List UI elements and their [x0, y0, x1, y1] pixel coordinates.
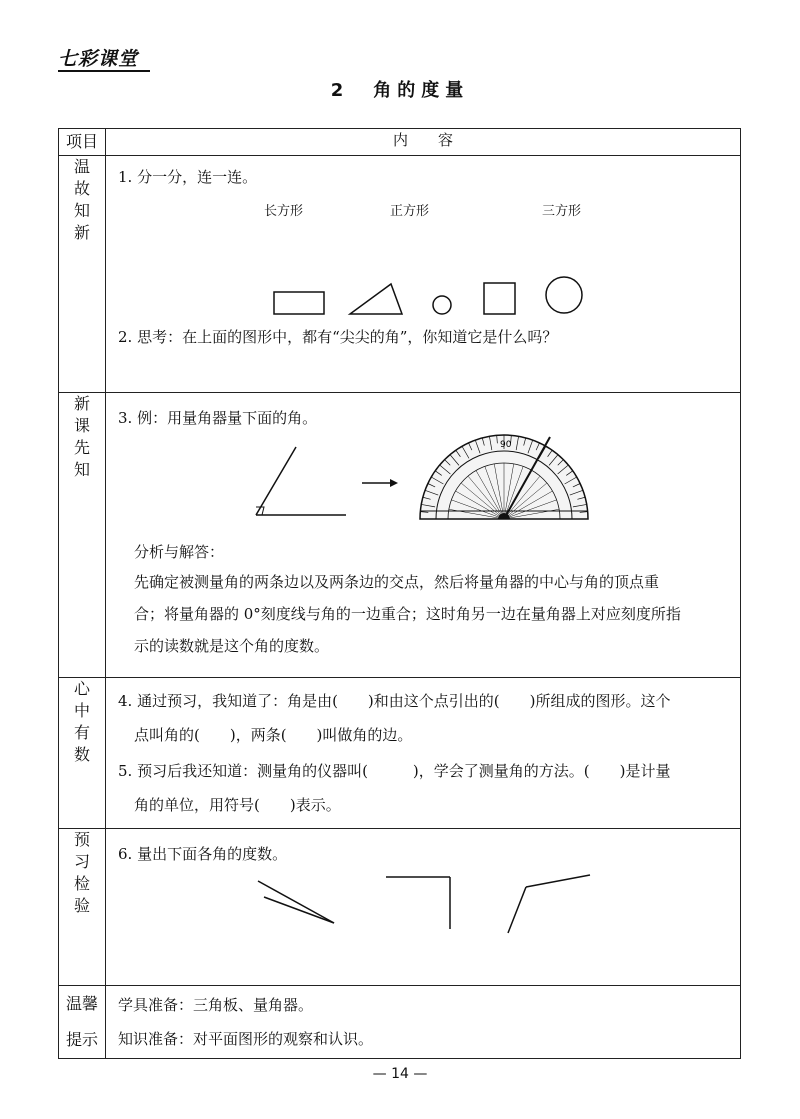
large-circle-shape	[546, 277, 582, 313]
logo-underline	[58, 70, 150, 72]
question-4-line-2: 点叫角的( )，两条( )叫做角的边。	[134, 726, 413, 744]
section-review-content	[106, 156, 741, 393]
section-check	[59, 829, 741, 986]
header-item: 项目	[59, 129, 106, 156]
header-content: 内 容	[106, 129, 741, 156]
section-label-check	[59, 829, 106, 986]
angle-c-arm-2	[508, 887, 526, 933]
section-label-new	[59, 393, 106, 678]
arrow-head	[390, 479, 398, 487]
question-1: 1. 分一分，连一连。	[118, 168, 258, 186]
tip-line-2: 知识准备：对平面图形的观察和认识。	[118, 1030, 374, 1048]
angles-to-measure-figure	[106, 829, 742, 985]
section-review-label-text: 温故知新	[73, 157, 90, 242]
angle-arm-slanted	[256, 447, 296, 515]
shape-label-triangle: 三方形	[542, 204, 582, 219]
page-title: 2 角的度量	[330, 80, 470, 101]
shape-label-square: 正方形	[390, 204, 430, 219]
section-new-content	[106, 393, 741, 678]
square-shape	[484, 283, 515, 314]
section-mind-content	[106, 678, 741, 829]
worksheet-table	[58, 128, 741, 1059]
question-3: 3. 例：用量角器量下面的角。	[118, 409, 318, 427]
section-label-tips	[59, 986, 106, 1059]
analysis-title: 分析与解答：	[134, 543, 225, 561]
section-tips	[59, 986, 741, 1059]
protractor-label-90: 90	[500, 440, 512, 450]
small-circle-shape	[433, 296, 451, 314]
analysis-line-1: 先确定被测量角的两条边以及两条边的交点，然后将量角器的中心与角的顶点重	[134, 573, 660, 591]
section-tips-content	[106, 986, 741, 1059]
page-number: — 14 —	[372, 1066, 428, 1082]
section-label-review	[59, 156, 106, 393]
section-mind-label-text: 心中有数	[73, 679, 90, 764]
tip-line-1: 学具准备：三角板、量角器。	[118, 996, 314, 1014]
section-tips-label-text: 温馨提示	[65, 994, 98, 1049]
shapes-figure	[106, 156, 742, 392]
protractor	[420, 435, 588, 519]
section-label-mind	[59, 678, 106, 829]
question-5-line-2: 角的单位，用符号( )表示。	[134, 796, 341, 814]
question-6: 6. 量出下面各角的度数。	[118, 845, 288, 863]
section-mind	[59, 678, 741, 829]
shape-label-rectangle: 长方形	[264, 204, 304, 219]
section-check-content	[106, 829, 741, 986]
section-check-label-text: 预习检验	[73, 830, 90, 915]
rectangle-shape	[274, 292, 324, 314]
header-row	[59, 129, 741, 156]
analysis-line-3: 示的读数就是这个角的度数。	[134, 637, 330, 655]
angle-c-arm-1	[526, 875, 590, 887]
section-new	[59, 393, 741, 678]
angle-a-arm-1	[258, 881, 334, 923]
triangle-shape	[350, 284, 402, 314]
question-2: 2. 思考：在上面的图形中，都有“尖尖的角”，你知道它是什么吗？	[118, 328, 558, 346]
question-4-line-1: 4. 通过预习，我知道了：角是由( )和由这个点引出的( )所组成的图形。这个	[118, 692, 671, 710]
question-5-line-1: 5. 预习后我还知道：测量角的仪器叫( )，学会了测量角的方法。( )是计量	[118, 762, 671, 780]
brand-logo: 七彩课堂	[58, 48, 139, 70]
section-review	[59, 156, 741, 393]
analysis-line-2: 合；将量角器的 0°刻度线与角的一边重合；这时角另一边在量角器上对应刻度所指	[134, 605, 681, 623]
section-new-label-text: 新课先知	[73, 394, 90, 479]
angle-a-arm-2	[264, 897, 334, 923]
